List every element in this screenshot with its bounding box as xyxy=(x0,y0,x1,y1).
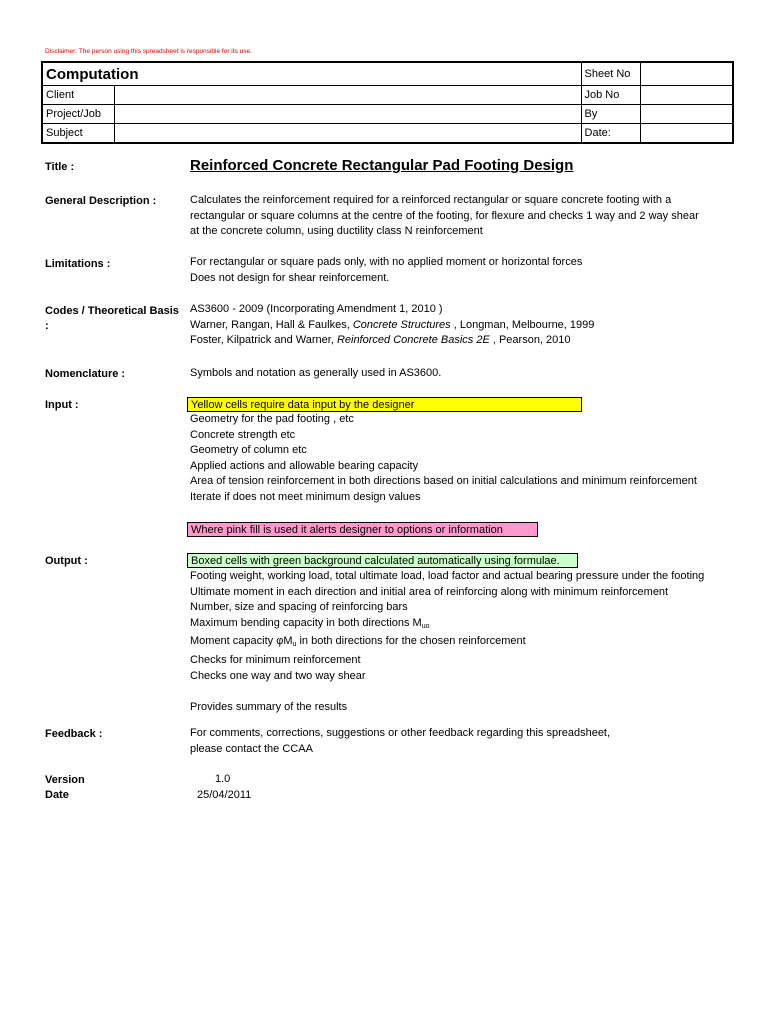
limitations-line: For rectangular or square pads only, with no applied moment or horizontal forces xyxy=(190,256,583,268)
project-job-label: Project/Job xyxy=(42,105,114,124)
date-field-label: Date xyxy=(45,789,69,801)
codes-warner-reference xyxy=(190,318,594,334)
job-no-cell[interactable] xyxy=(640,86,733,105)
computation-header-table xyxy=(41,61,734,144)
output-label: Output : xyxy=(45,555,88,567)
muo-subscript: uo xyxy=(421,622,430,630)
feedback-label: Feedback : xyxy=(45,728,103,740)
version-value: 1.0 xyxy=(215,773,231,785)
output-line: Checks one way and two way shear xyxy=(190,669,366,682)
document-title: Reinforced Concrete Rectangular Pad Footing Design xyxy=(190,157,574,174)
sheet-no-cell[interactable] xyxy=(640,62,733,86)
general-description-line: Calculates the reinforcement required for a reinforced rectangular or square concrete footing with a xyxy=(190,194,672,206)
phi-mu-rest: in both directions for the chosen reinforcement xyxy=(296,635,526,648)
mu-subscript: u xyxy=(292,641,297,649)
project-job-cell[interactable] xyxy=(114,105,581,124)
computation-title: Computation xyxy=(42,62,581,86)
output-text xyxy=(190,569,704,715)
output-line: Ultimate moment in each direction and initial area of reinforcing along with minimum reinforcement xyxy=(190,585,669,598)
client-label: Client xyxy=(42,86,114,105)
input-line: Geometry for the pad footing , etc xyxy=(190,413,354,425)
input-text xyxy=(190,412,697,506)
output-line: Number, size and spacing of reinforcing bars xyxy=(190,601,408,614)
ref-book-title: Reinforced Concrete Basics 2E xyxy=(336,334,490,347)
ref-authors: Warner, Rangan, Hall & Faulkes, xyxy=(190,318,353,331)
general-description-line: at the concrete column, using ductility class N reinforcement xyxy=(190,225,483,238)
input-label: Input : xyxy=(45,399,79,411)
client-cell[interactable] xyxy=(114,86,581,105)
sheet-no-label: Sheet No xyxy=(581,62,640,86)
yellow-legend-box: Yellow cells require data input by the designer xyxy=(187,397,582,412)
general-description-text xyxy=(190,193,699,240)
title-label: Title : xyxy=(45,161,75,173)
general-description-line: rectangular or square columns at the centre of the footing, for flexure and checks 1 way and 2 way shear xyxy=(190,209,699,222)
pink-legend-box: Where pink fill is used it alerts designer to options or information xyxy=(187,522,538,537)
limitations-text xyxy=(190,255,582,286)
green-legend-box: Boxed cells with green background calculated automatically using formulae. xyxy=(187,553,578,568)
output-line: Checks for minimum reinforcement xyxy=(190,653,361,666)
codes-label-line: Codes / Theoretical Basis xyxy=(45,305,179,317)
feedback-line: please contact the CCAA xyxy=(190,742,313,755)
by-cell[interactable] xyxy=(640,105,733,124)
output-line-moment-capacity xyxy=(190,634,704,653)
codes-label xyxy=(45,304,179,334)
subject-cell[interactable] xyxy=(114,124,581,144)
codes-foster-reference xyxy=(190,333,594,349)
output-line: Footing weight, working load, total ultimate load, load factor and actual bearing pressure under the footing xyxy=(190,570,705,582)
version-label: Version xyxy=(45,774,85,786)
date-value: 25/04/2011 xyxy=(197,789,252,801)
subject-label: Subject xyxy=(42,124,114,144)
nomenclature-label: Nomenclature : xyxy=(45,368,126,380)
input-line: Concrete strength etc xyxy=(190,428,296,441)
limitations-line: Does not design for shear reinforcement. xyxy=(190,271,390,284)
output-line: Provides summary of the results xyxy=(190,700,348,713)
nomenclature-text: Symbols and notation as generally used in AS3600. xyxy=(190,367,442,379)
input-line: Applied actions and allowable bearing capacity xyxy=(190,459,419,472)
limitations-label: Limitations : xyxy=(45,258,111,270)
by-label: By xyxy=(581,105,640,124)
output-blank-line xyxy=(190,684,704,700)
input-line: Area of tension reinforcement in both directions based on initial calculations and minimum reinforcement xyxy=(190,475,697,488)
ref-publisher: , Pearson, 2010 xyxy=(489,334,571,347)
muo-text: Maximum bending capacity in both directions M xyxy=(190,616,422,629)
disclaimer-text: Disclaimer: The person using this spreadsheet is responsible for its use. xyxy=(45,48,252,55)
date-cell[interactable] xyxy=(640,124,733,144)
ref-authors: Foster, Kilpatrick and Warner, xyxy=(190,334,337,347)
ref-book-title: Concrete Structures xyxy=(352,318,451,331)
job-no-label: Job No xyxy=(581,86,640,105)
input-line: Iterate if does not meet minimum design values xyxy=(190,490,421,503)
codes-label-colon: : xyxy=(45,320,49,332)
phi-mu-text: Moment capacity φM xyxy=(190,635,293,648)
feedback-line: For comments, corrections, suggestions or other feedback regarding this spreadsheet, xyxy=(190,727,611,739)
output-line-muo xyxy=(190,616,704,635)
feedback-text xyxy=(190,726,610,757)
codes-text xyxy=(190,302,594,349)
general-description-label: General Description : xyxy=(45,195,157,207)
input-line: Geometry of column etc xyxy=(190,444,307,457)
codes-as3600: AS3600 - 2009 (Incorporating Amendment 1, 2010 ) xyxy=(190,303,443,315)
ref-publisher: , Longman, Melbourne, 1999 xyxy=(450,318,595,331)
date-label: Date: xyxy=(581,124,640,144)
